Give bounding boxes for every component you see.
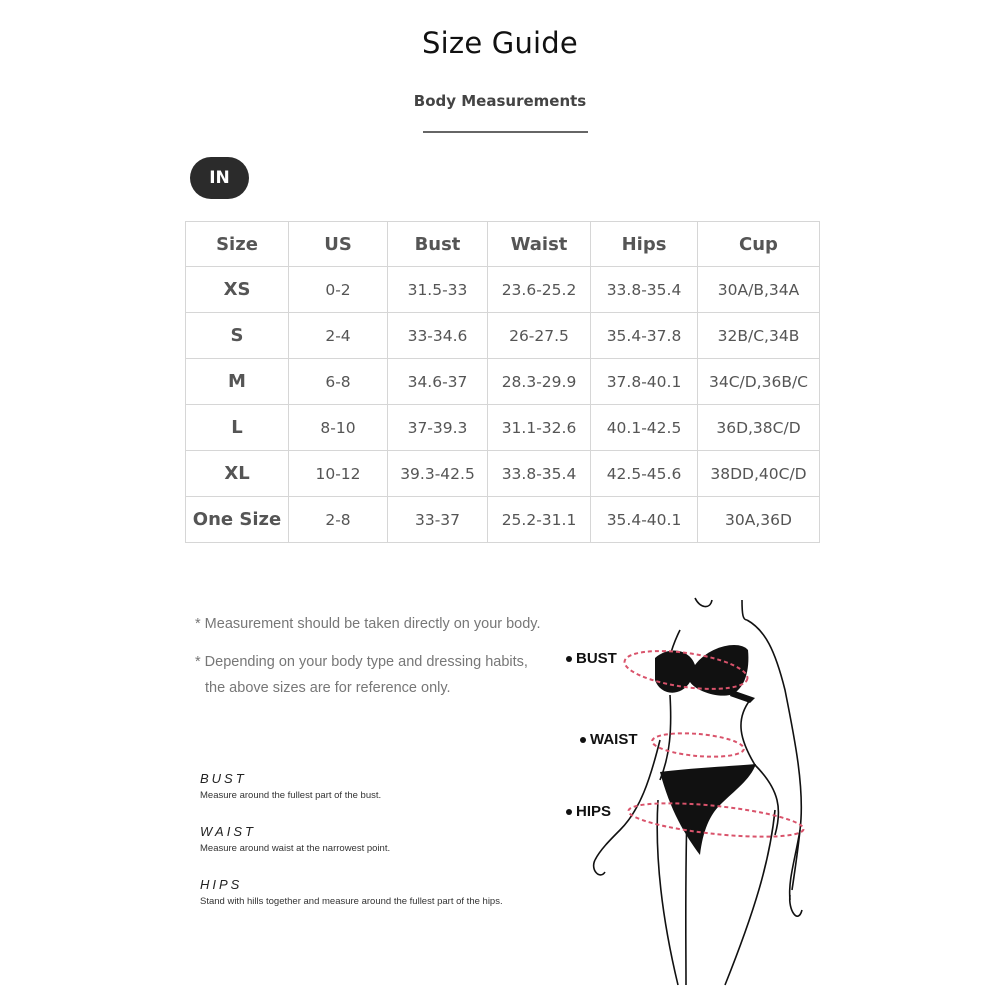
- cell-bust: 39.3-42.5: [388, 451, 488, 497]
- cell-waist: 23.6-25.2: [488, 267, 591, 313]
- column-header-waist: Waist: [488, 222, 591, 267]
- definition-text: Measure around the fullest part of the bust.: [200, 790, 382, 801]
- definition-heading: BUST: [200, 771, 247, 786]
- definition-text: Stand with hills together and measure around the fullest part of the hips.: [200, 896, 503, 907]
- cell-waist: 26-27.5: [488, 313, 591, 359]
- cell-us: 8-10: [289, 405, 388, 451]
- definition-heading: HIPS: [200, 877, 243, 892]
- cell-us: 2-8: [289, 497, 388, 543]
- definition-bust: [200, 771, 381, 801]
- cell-cup: 32B/C,34B: [698, 313, 820, 359]
- cell-hips: 35.4-37.8: [591, 313, 698, 359]
- note-2-line-2: the above sizes are for reference only.: [205, 680, 451, 696]
- hips-label: HIPS: [566, 803, 611, 820]
- cell-us: 10-12: [289, 451, 388, 497]
- measurement-notes: [195, 611, 541, 701]
- definition-waist: [200, 824, 390, 854]
- cell-cup: 34C/D,36B/C: [698, 359, 820, 405]
- bust-label: BUST: [566, 650, 617, 667]
- cell-cup: 38DD,40C/D: [698, 451, 820, 497]
- cell-size: L: [186, 405, 289, 451]
- cell-us: 0-2: [289, 267, 388, 313]
- column-header-size: Size: [186, 222, 289, 267]
- unit-toggle-in-button[interactable]: IN: [190, 157, 249, 199]
- definition-text: Measure around waist at the narrowest point.: [200, 843, 391, 854]
- cell-hips: 42.5-45.6: [591, 451, 698, 497]
- bullet-icon: [566, 809, 572, 815]
- column-header-bust: Bust: [388, 222, 488, 267]
- definition-hips: [200, 877, 503, 907]
- column-header-hips: Hips: [591, 222, 698, 267]
- column-header-us: US: [289, 222, 388, 267]
- cell-size: One Size: [186, 497, 289, 543]
- definition-heading: WAIST: [200, 824, 256, 839]
- cell-bust: 33-37: [388, 497, 488, 543]
- bullet-icon: [580, 737, 586, 743]
- cell-waist: 31.1-32.6: [488, 405, 591, 451]
- cell-hips: 40.1-42.5: [591, 405, 698, 451]
- cell-bust: 31.5-33: [388, 267, 488, 313]
- cell-hips: 37.8-40.1: [591, 359, 698, 405]
- table-row: [186, 267, 820, 313]
- cell-cup: 36D,38C/D: [698, 405, 820, 451]
- cell-cup: 30A/B,34A: [698, 267, 820, 313]
- cell-cup: 30A,36D: [698, 497, 820, 543]
- table-header-row: [186, 222, 820, 267]
- cell-bust: 34.6-37: [388, 359, 488, 405]
- cell-size: XL: [186, 451, 289, 497]
- cell-size: S: [186, 313, 289, 359]
- table-row: [186, 313, 820, 359]
- cell-size: XS: [186, 267, 289, 313]
- cell-us: 2-4: [289, 313, 388, 359]
- cell-waist: 25.2-31.1: [488, 497, 591, 543]
- table-row: [186, 405, 820, 451]
- table-row: [186, 497, 820, 543]
- cell-hips: 33.8-35.4: [591, 267, 698, 313]
- cell-waist: 33.8-35.4: [488, 451, 591, 497]
- bullet-icon: [566, 656, 572, 662]
- size-table: [185, 221, 820, 543]
- waist-label: WAIST: [580, 731, 638, 748]
- cell-size: M: [186, 359, 289, 405]
- body-measurement-illustration: [560, 590, 820, 990]
- cell-bust: 33-34.6: [388, 313, 488, 359]
- table-row: [186, 359, 820, 405]
- note-2-line-1: * Depending on your body type and dressing habits,: [195, 654, 528, 670]
- cell-us: 6-8: [289, 359, 388, 405]
- active-tab-underline: [423, 131, 588, 133]
- cell-hips: 35.4-40.1: [591, 497, 698, 543]
- tab-body-measurements[interactable]: Body Measurements: [413, 92, 587, 110]
- page-title: Size Guide: [422, 26, 578, 60]
- column-header-cup: Cup: [698, 222, 820, 267]
- table-row: [186, 451, 820, 497]
- note-1: * Measurement should be taken directly on your body.: [195, 616, 541, 632]
- cell-waist: 28.3-29.9: [488, 359, 591, 405]
- cell-bust: 37-39.3: [388, 405, 488, 451]
